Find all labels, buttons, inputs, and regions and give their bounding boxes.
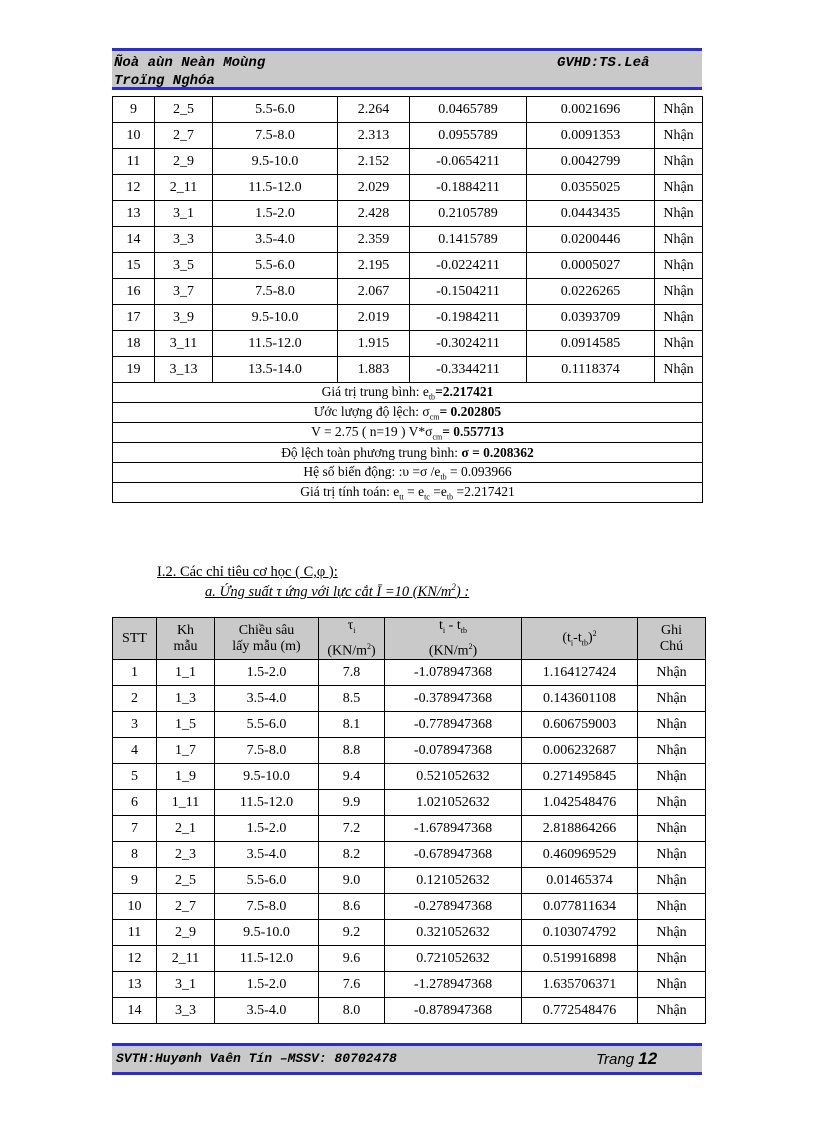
cell-value: 2.152 <box>338 149 410 175</box>
cell-value: 8.0 <box>319 998 385 1024</box>
cell-deviation: 0.521052632 <box>385 764 522 790</box>
table-row <box>113 331 703 357</box>
cell-deviation: -0.3024211 <box>410 331 527 357</box>
cell-deviation: -1.078947368 <box>385 660 522 686</box>
cell-depth: 1.5-2.0 <box>215 816 319 842</box>
cell-deviation: -0.678947368 <box>385 842 522 868</box>
cell-index: 9 <box>113 868 157 894</box>
cell-value: 8.6 <box>319 894 385 920</box>
summary-calculated-value: Giá trị tính toán: $e_{tt} = e_{tc} =e_{tb} =2.217421$ <box>113 483 703 503</box>
cell-index: 2 <box>113 686 157 712</box>
cell-sample-code: 2_3 <box>157 842 215 868</box>
cell-depth: 11.5-12.0 <box>213 331 338 357</box>
cell-sample-code: 2_5 <box>155 97 213 123</box>
cell-squared-deviation: 0.077811634 <box>522 894 638 920</box>
table-row <box>113 920 706 946</box>
cell-index: 7 <box>113 816 157 842</box>
cell-deviation: -1.278947368 <box>385 972 522 998</box>
cell-depth: 7.5-8.0 <box>215 738 319 764</box>
table-row <box>113 357 703 383</box>
cell-deviation: -0.078947368 <box>385 738 522 764</box>
cell-value: 9.4 <box>319 764 385 790</box>
cell-squared-deviation: 0.0226265 <box>527 279 655 305</box>
header-depth: Chiều sâu lấy mẫu (m) <box>215 618 319 660</box>
cell-sample-code: 3_13 <box>155 357 213 383</box>
table-row <box>113 998 706 1024</box>
cell-squared-deviation: 0.606759003 <box>522 712 638 738</box>
cell-squared-deviation: 0.0042799 <box>527 149 655 175</box>
cell-value: 2.359 <box>338 227 410 253</box>
cell-squared-deviation: 0.0393709 <box>527 305 655 331</box>
cell-value: 2.313 <box>338 123 410 149</box>
cell-squared-deviation: 0.0021696 <box>527 97 655 123</box>
header-project-subtitle: Troïng Nghóa <box>114 73 215 89</box>
cell-note: Nhận <box>638 712 706 738</box>
table-row <box>113 175 703 201</box>
cell-squared-deviation: 1.042548476 <box>522 790 638 816</box>
cell-note: Nhận <box>638 842 706 868</box>
cell-sample-code: 1_3 <box>157 686 215 712</box>
section-title: I.2. Các chỉ tiêu cơ học ( C,φ ): <box>157 564 338 580</box>
cell-note: Nhận <box>655 201 703 227</box>
cell-sample-code: 3_3 <box>155 227 213 253</box>
cell-squared-deviation: 0.1118374 <box>527 357 655 383</box>
cell-value: 9.2 <box>319 920 385 946</box>
cell-note: Nhận <box>655 253 703 279</box>
cell-value: 2.428 <box>338 201 410 227</box>
cell-deviation: 0.721052632 <box>385 946 522 972</box>
cell-sample-code: 3_9 <box>155 305 213 331</box>
cell-depth: 9.5-10.0 <box>215 764 319 790</box>
cell-value: 2.019 <box>338 305 410 331</box>
cell-depth: 3.5-4.0 <box>215 842 319 868</box>
cell-sample-code: 3_7 <box>155 279 213 305</box>
cell-index: 16 <box>113 279 155 305</box>
cell-squared-deviation: 0.519916898 <box>522 946 638 972</box>
cell-sample-code: 2_11 <box>157 946 215 972</box>
cell-index: 4 <box>113 738 157 764</box>
table-row <box>113 816 706 842</box>
cell-value: 7.8 <box>319 660 385 686</box>
header-note: Ghi Chú <box>638 618 706 660</box>
cell-deviation: 0.121052632 <box>385 868 522 894</box>
cell-squared-deviation: 0.0443435 <box>527 201 655 227</box>
cell-squared-deviation: 0.271495845 <box>522 764 638 790</box>
cell-index: 1 <box>113 660 157 686</box>
cell-note: Nhận <box>638 868 706 894</box>
summary-estimated-deviation: Ước lượng độ lệch: $\sigma_{cm}= 0.202805$ <box>113 403 703 423</box>
table-row <box>113 149 703 175</box>
cell-value: 9.0 <box>319 868 385 894</box>
physical-index-table <box>112 96 703 503</box>
cell-squared-deviation: 2.818864266 <box>522 816 638 842</box>
page-header <box>112 48 702 90</box>
cell-sample-code: 2_7 <box>157 894 215 920</box>
cell-index: 11 <box>113 920 157 946</box>
table-header-row <box>113 618 706 660</box>
summary-rms-deviation: Độ lệch toàn phương trung bình: σ = 0.208362 <box>113 443 703 463</box>
cell-index: 13 <box>113 201 155 227</box>
cell-index: 11 <box>113 149 155 175</box>
cell-depth: 3.5-4.0 <box>213 227 338 253</box>
cell-depth: 13.5-14.0 <box>213 357 338 383</box>
cell-value: 2.195 <box>338 253 410 279</box>
cell-value: 9.6 <box>319 946 385 972</box>
cell-value: 8.1 <box>319 712 385 738</box>
cell-sample-code: 2_9 <box>155 149 213 175</box>
cell-deviation: -0.1984211 <box>410 305 527 331</box>
cell-note: Nhận <box>638 764 706 790</box>
cell-sample-code: 2_11 <box>155 175 213 201</box>
cell-squared-deviation: 0.0200446 <box>527 227 655 253</box>
cell-depth: 1.5-2.0 <box>215 972 319 998</box>
table-row <box>113 868 706 894</box>
cell-index: 8 <box>113 842 157 868</box>
cell-note: Nhận <box>655 357 703 383</box>
cell-note: Nhận <box>655 97 703 123</box>
cell-deviation: 0.1415789 <box>410 227 527 253</box>
cell-index: 12 <box>113 946 157 972</box>
shear-stress-table <box>112 617 706 1024</box>
table-row <box>113 764 706 790</box>
cell-squared-deviation: 0.0355025 <box>527 175 655 201</box>
header-stt: STT <box>113 618 157 660</box>
cell-depth: 5.5-6.0 <box>215 712 319 738</box>
table-row <box>113 305 703 331</box>
cell-value: 8.5 <box>319 686 385 712</box>
cell-depth: 9.5-10.0 <box>213 149 338 175</box>
table-row <box>113 790 706 816</box>
cell-note: Nhận <box>638 972 706 998</box>
cell-index: 5 <box>113 764 157 790</box>
cell-squared-deviation: 0.01465374 <box>522 868 638 894</box>
cell-deviation: -0.278947368 <box>385 894 522 920</box>
cell-index: 14 <box>113 227 155 253</box>
cell-deviation: -0.1504211 <box>410 279 527 305</box>
header-squared-deviation: $(t_i-t_{tb})^2$ <box>522 618 638 660</box>
cell-sample-code: 2_7 <box>155 123 213 149</box>
cell-sample-code: 2_5 <box>157 868 215 894</box>
cell-sample-code: 3_1 <box>155 201 213 227</box>
cell-depth: 5.5-6.0 <box>213 97 338 123</box>
cell-note: Nhận <box>655 227 703 253</box>
cell-squared-deviation: 0.0005027 <box>527 253 655 279</box>
header-advisor: GVHD:TS.Leâ <box>557 55 650 71</box>
cell-value: 1.883 <box>338 357 410 383</box>
cell-note: Nhận <box>655 149 703 175</box>
cell-note: Nhận <box>638 998 706 1024</box>
cell-depth: 9.5-10.0 <box>213 305 338 331</box>
cell-squared-deviation: 0.772548476 <box>522 998 638 1024</box>
cell-deviation: -0.378947368 <box>385 686 522 712</box>
table-row <box>113 946 706 972</box>
cell-squared-deviation: 0.006232687 <box>522 738 638 764</box>
cell-index: 9 <box>113 97 155 123</box>
cell-sample-code: 2_1 <box>157 816 215 842</box>
table-row <box>113 279 703 305</box>
cell-deviation: -1.678947368 <box>385 816 522 842</box>
cell-squared-deviation: 0.143601108 <box>522 686 638 712</box>
cell-note: Nhận <box>638 686 706 712</box>
cell-index: 17 <box>113 305 155 331</box>
cell-deviation: 0.0955789 <box>410 123 527 149</box>
cell-depth: 1.5-2.0 <box>213 201 338 227</box>
cell-value: 7.6 <box>319 972 385 998</box>
cell-sample-code: 1_11 <box>157 790 215 816</box>
footer-student-info: SVTH:Huyønh Vaên Tín –MSSV: 80702478 <box>116 1051 397 1066</box>
cell-deviation: -0.3344211 <box>410 357 527 383</box>
cell-depth: 11.5-12.0 <box>215 946 319 972</box>
cell-squared-deviation: 1.164127424 <box>522 660 638 686</box>
table-row <box>113 842 706 868</box>
cell-index: 10 <box>113 123 155 149</box>
table-row <box>113 97 703 123</box>
page-footer <box>112 1043 702 1075</box>
cell-depth: 7.5-8.0 <box>213 279 338 305</box>
cell-sample-code: 3_11 <box>155 331 213 357</box>
cell-deviation: 0.0465789 <box>410 97 527 123</box>
summary-mean: Giá trị trung bình: $e_{tb}=2.217421$ <box>113 383 703 403</box>
summary-variation-coefficient: Hệ số biến động: :υ =σ $/e_{tb} = 0.093966$ <box>113 463 703 483</box>
cell-note: Nhận <box>655 123 703 149</box>
cell-value: 9.9 <box>319 790 385 816</box>
cell-note: Nhận <box>638 816 706 842</box>
cell-value: 8.8 <box>319 738 385 764</box>
cell-value: 2.264 <box>338 97 410 123</box>
cell-depth: 7.5-8.0 <box>213 123 338 149</box>
cell-note: Nhận <box>655 175 703 201</box>
header-sample-code: Kh mẫu <box>157 618 215 660</box>
summary-v-criterion: V = 2.75 ( n=19 ) $V*\sigma_{cm}= 0.557713$ <box>113 423 703 443</box>
cell-depth: 5.5-6.0 <box>215 868 319 894</box>
table-row <box>113 201 703 227</box>
cell-value: 2.067 <box>338 279 410 305</box>
cell-index: 6 <box>113 790 157 816</box>
cell-deviation: -0.1884211 <box>410 175 527 201</box>
cell-index: 13 <box>113 972 157 998</box>
cell-note: Nhận <box>655 305 703 331</box>
table-row <box>113 227 703 253</box>
cell-depth: 9.5-10.0 <box>215 920 319 946</box>
cell-deviation: -0.0654211 <box>410 149 527 175</box>
header-project-title: Ñoà aùn Neàn Moùng <box>114 55 266 71</box>
cell-sample-code: 3_3 <box>157 998 215 1024</box>
table-row <box>113 660 706 686</box>
cell-depth: 11.5-12.0 <box>215 790 319 816</box>
cell-depth: 3.5-4.0 <box>215 686 319 712</box>
cell-depth: 3.5-4.0 <box>215 998 319 1024</box>
cell-depth: 1.5-2.0 <box>215 660 319 686</box>
table-row <box>113 686 706 712</box>
cell-sample-code: 1_7 <box>157 738 215 764</box>
cell-depth: 7.5-8.0 <box>215 894 319 920</box>
cell-note: Nhận <box>638 946 706 972</box>
header-deviation: $t_i - t_{tb}$ $(KN/m^2)$ <box>385 618 522 660</box>
cell-sample-code: 1_1 <box>157 660 215 686</box>
cell-index: 18 <box>113 331 155 357</box>
cell-squared-deviation: 0.460969529 <box>522 842 638 868</box>
cell-value: 7.2 <box>319 816 385 842</box>
table-row <box>113 253 703 279</box>
cell-squared-deviation: 0.0914585 <box>527 331 655 357</box>
cell-value: 8.2 <box>319 842 385 868</box>
cell-note: Nhận <box>638 790 706 816</box>
cell-depth: 5.5-6.0 <box>213 253 338 279</box>
cell-index: 3 <box>113 712 157 738</box>
cell-note: Nhận <box>638 660 706 686</box>
cell-note: Nhận <box>655 331 703 357</box>
header-tau: $\tau_i$ $(KN/m^2)$ <box>319 618 385 660</box>
cell-deviation: 1.021052632 <box>385 790 522 816</box>
table-row <box>113 894 706 920</box>
cell-index: 15 <box>113 253 155 279</box>
section-subtitle: a. Ứng suất τ ứng với lực cắt Ī =10 $(KN/m^2)$ : <box>205 582 470 600</box>
cell-index: 19 <box>113 357 155 383</box>
cell-sample-code: 3_5 <box>155 253 213 279</box>
cell-deviation: -0.778947368 <box>385 712 522 738</box>
table-row <box>113 738 706 764</box>
cell-index: 12 <box>113 175 155 201</box>
cell-deviation: 0.2105789 <box>410 201 527 227</box>
cell-sample-code: 1_5 <box>157 712 215 738</box>
cell-squared-deviation: 0.0091353 <box>527 123 655 149</box>
cell-deviation: -0.0224211 <box>410 253 527 279</box>
cell-squared-deviation: 0.103074792 <box>522 920 638 946</box>
cell-squared-deviation: 1.635706371 <box>522 972 638 998</box>
cell-note: Nhận <box>638 738 706 764</box>
cell-value: 2.029 <box>338 175 410 201</box>
cell-depth: 11.5-12.0 <box>213 175 338 201</box>
cell-index: 14 <box>113 998 157 1024</box>
cell-sample-code: 1_9 <box>157 764 215 790</box>
table-row <box>113 972 706 998</box>
cell-sample-code: 2_9 <box>157 920 215 946</box>
cell-deviation: -0.878947368 <box>385 998 522 1024</box>
cell-value: 1.915 <box>338 331 410 357</box>
cell-note: Nhận <box>655 279 703 305</box>
table-row <box>113 123 703 149</box>
cell-deviation: 0.321052632 <box>385 920 522 946</box>
cell-sample-code: 3_1 <box>157 972 215 998</box>
cell-note: Nhận <box>638 920 706 946</box>
cell-note: Nhận <box>638 894 706 920</box>
table-row <box>113 712 706 738</box>
cell-index: 10 <box>113 894 157 920</box>
footer-page: Trang 12 <box>596 1049 658 1068</box>
